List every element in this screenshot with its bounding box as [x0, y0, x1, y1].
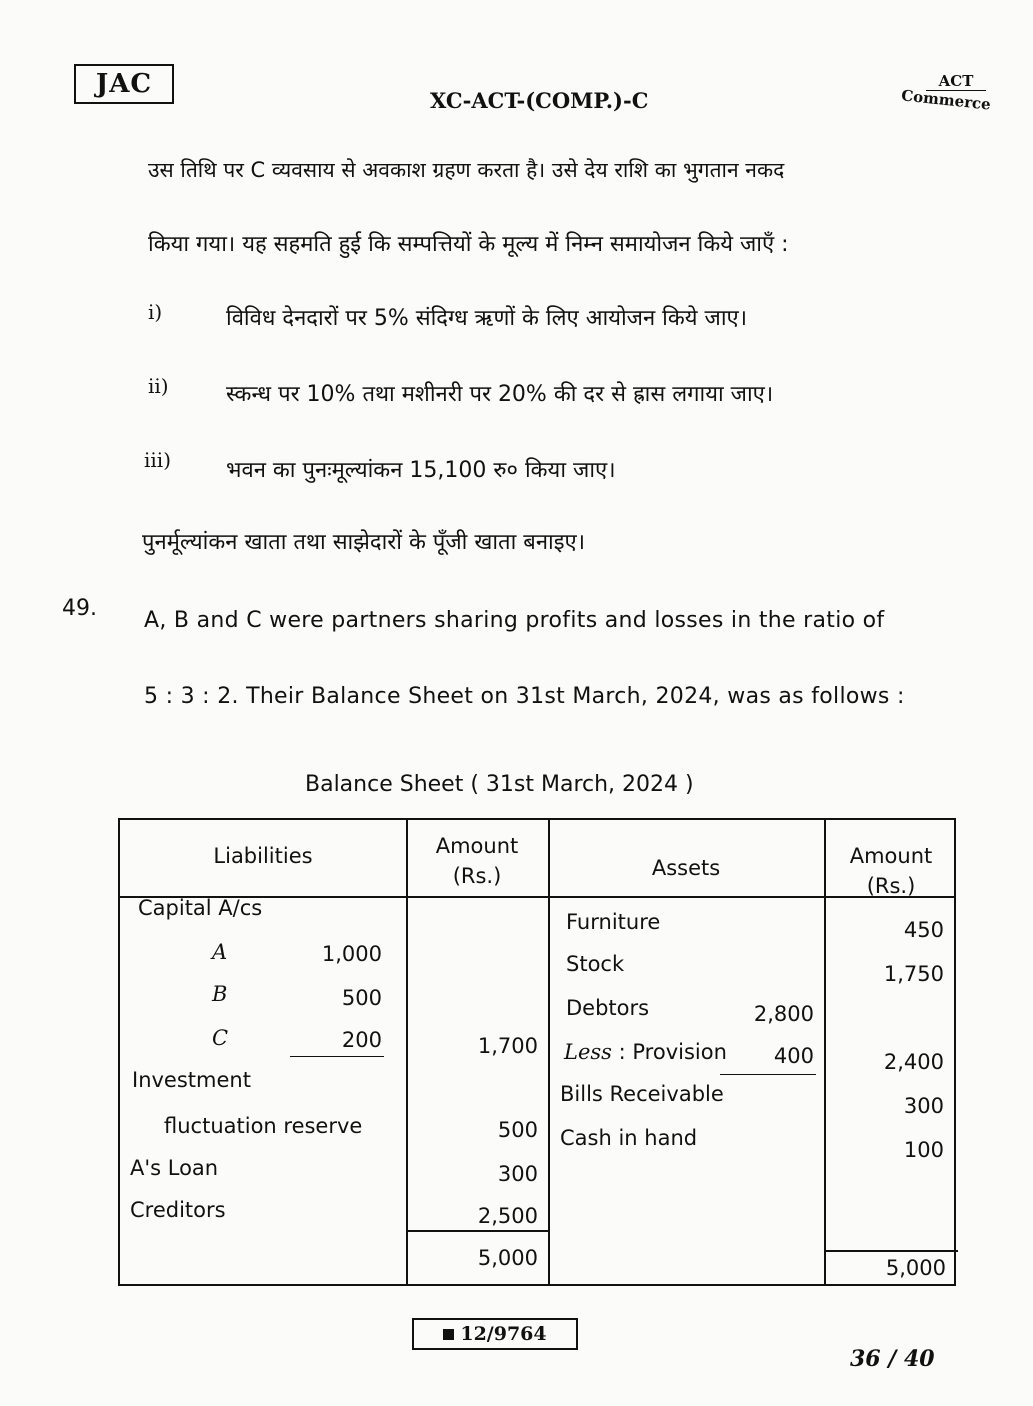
header-amount-line1: Amount: [435, 834, 519, 858]
item-text: विविध देनदारों पर 5% संदिग्ध ऋणों के लिए आयोजन किये जाए।: [226, 306, 748, 331]
capital-label: Capital A/cs: [138, 896, 263, 920]
subject-code: ACT: [926, 72, 986, 91]
question-number: 49.: [62, 596, 97, 621]
total-line: [406, 1230, 548, 1232]
subject-tag: [896, 72, 996, 114]
furniture-amount: 450: [903, 918, 944, 942]
partner-name: B: [212, 982, 228, 1006]
item-number: iii): [144, 448, 171, 472]
ifr-label-line2: fluctuation reserve: [164, 1114, 363, 1138]
square-bullet-icon: [443, 1329, 454, 1340]
question-line-2: 5 : 3 : 2. Their Balance Sheet on 31st March, 2024, was as follows :: [144, 684, 905, 709]
header-liabilities: Liabilities: [213, 844, 313, 868]
partner-name: C: [212, 1026, 229, 1050]
debtors-net: 2,400: [883, 1050, 944, 1074]
bills-receivable-amount: 300: [903, 1094, 944, 1118]
paper-code: XC-ACT-(COMP.)-C: [430, 88, 649, 113]
board-label: JAC: [74, 64, 174, 104]
assets-total: 5,000: [885, 1256, 946, 1280]
debtors-gross: 2,800: [753, 1002, 814, 1026]
total-line: [824, 1250, 958, 1252]
partner-capital: 200: [341, 1028, 382, 1052]
partner-capital: 500: [341, 986, 382, 1010]
item-number: i): [148, 300, 163, 324]
question-line-1: A, B and C were partners sharing profits and losses in the ratio of: [144, 608, 885, 633]
item-number: ii): [148, 374, 169, 398]
loan-label: A's Loan: [130, 1156, 219, 1180]
column-divider: [406, 820, 408, 1284]
paper-serial: [412, 1318, 578, 1350]
page-number: 36 / 40: [850, 1346, 935, 1372]
balance-sheet-table: [118, 818, 956, 1286]
partner-capital: 1,000: [321, 942, 382, 966]
header-amount-line2: (Rs.): [452, 864, 502, 888]
provision-row: [564, 1040, 727, 1064]
liabilities-total: 5,000: [477, 1246, 538, 1270]
column-divider: [548, 820, 550, 1284]
ifr-amount: 500: [497, 1118, 538, 1142]
paper-serial-text: 12/9764: [460, 1323, 547, 1345]
cash-amount: 100: [903, 1138, 944, 1162]
subject-name: Commerce: [900, 86, 992, 114]
provision-label: : Provision: [618, 1040, 727, 1064]
balance-sheet-title: Balance Sheet ( 31st March, 2024 ): [305, 772, 694, 797]
subtotal-underline: [290, 1056, 384, 1057]
header-amount-line2: (Rs.): [866, 874, 916, 898]
hindi-line-1: उस तिथि पर C व्यवसाय से अवकाश ग्रहण करता है। उसे देय राशि का भुगतान नकद: [148, 158, 785, 182]
provision-amount: 400: [773, 1044, 814, 1068]
hindi-line-2: किया गया। यह सहमति हुई कि सम्पत्तियों के मूल्य में निम्न समायोजन किये जाएँ :: [148, 232, 789, 257]
header-assets: Assets: [651, 856, 721, 880]
stock-label: Stock: [566, 952, 625, 976]
stock-amount: 1,750: [883, 962, 944, 986]
subtotal-underline: [720, 1074, 816, 1075]
header-amount-line1: Amount: [849, 844, 933, 868]
item-text: स्कन्ध पर 10% तथा मशीनरी पर 20% की दर से ह्रास लगाया जाए।: [226, 382, 774, 407]
creditors-label: Creditors: [130, 1198, 226, 1222]
bills-receivable-label: Bills Receivable: [560, 1082, 724, 1106]
debtors-label: Debtors: [566, 996, 650, 1020]
less-word: Less: [564, 1040, 612, 1064]
furniture-label: Furniture: [566, 910, 661, 934]
cash-label: Cash in hand: [560, 1126, 698, 1150]
ifr-label-line1: Investment: [132, 1068, 251, 1092]
creditors-amount: 2,500: [477, 1204, 538, 1228]
capital-total: 1,700: [477, 1034, 538, 1058]
loan-amount: 300: [497, 1162, 538, 1186]
partner-name: A: [212, 940, 228, 964]
hindi-closing: पुनर्मूल्यांकन खाता तथा साझेदारों के पूँजी खाता बनाइए।: [142, 530, 586, 555]
item-text: भवन का पुनःमूल्यांकन 15,100 रु० किया जाए।: [226, 458, 616, 483]
